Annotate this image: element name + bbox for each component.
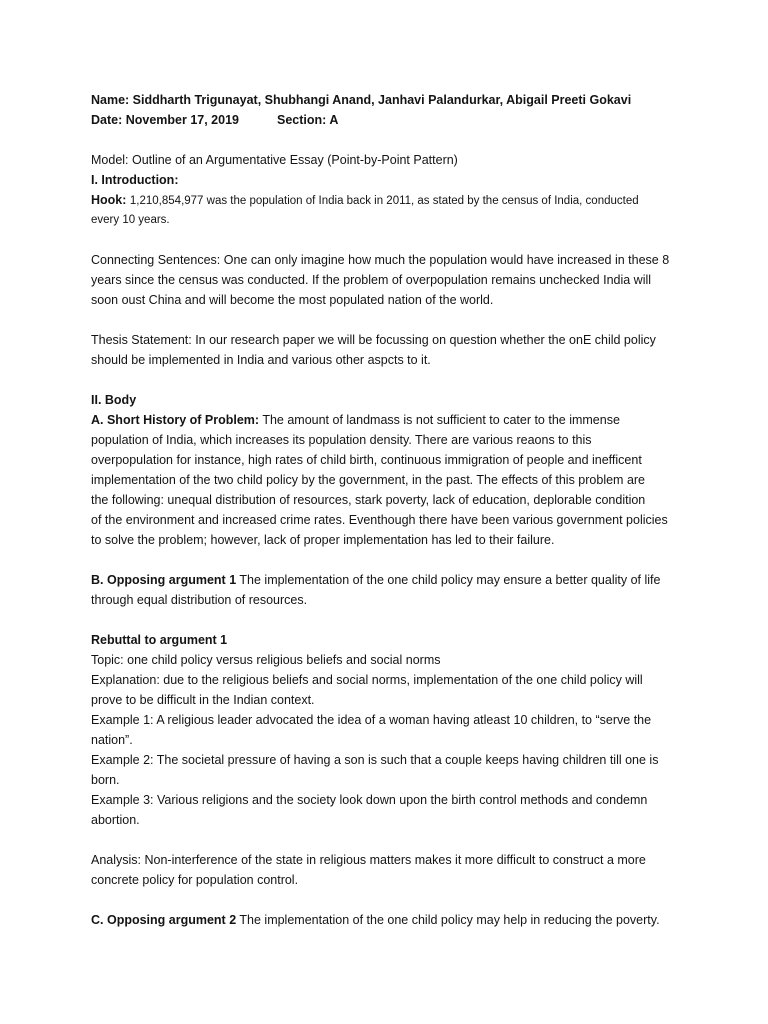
analysis-line-2: concrete policy for population control. [91,873,299,887]
essay-outline [91,90,691,930]
rebuttal-topic: Topic: one child policy versus religious beliefs and social norms [91,653,441,667]
history-label: A. Short History of Problem: [91,413,260,427]
history-line-5: the following: unequal distribution of resources, stark poverty, lack of education, deplorable condition [91,493,646,507]
hook-line-1 [91,190,691,210]
rebuttal-heading: Rebuttal to argument 1 [91,633,228,647]
history-line-6: of the environment and increased crime rates. Eventhough there have been various government policies [91,513,668,527]
date-text: Date: November 17, 2019 [91,113,239,127]
opposing-1-line-1 [91,570,691,590]
thesis-line-1: Thesis Statement: In our research paper we will be focussing on question whether the onE child policy [91,333,656,347]
hook-label: Hook: [91,193,127,207]
example-1-line-2: nation”. [91,733,133,747]
rebuttal-explanation-2: prove to be difficult in the Indian context. [91,693,315,707]
hook-text-2: every 10 years. [91,214,170,226]
example-3-line-2: abortion. [91,813,140,827]
model-line: Model: Outline of an Argumentative Essay (Point-by-Point Pattern) [91,153,458,167]
thesis-line-2: should be implemented in India and various other aspcts to it. [91,353,431,367]
rebuttal-explanation-1: Explanation: due to the religious beliefs and social norms, implementation of the one child policy will [91,673,643,687]
history-text-1: The amount of landmass is not sufficient to cater to the immense [259,413,620,427]
connecting-line-2: years since the census was conducted. If the problem of overpopulation remains unchecked India will [91,273,652,287]
history-line-7: to solve the problem; however, lack of proper implementation has led to their failure. [91,533,555,547]
opposing-1-line-2: through equal distribution of resources. [91,593,308,607]
body-heading: II. Body [91,393,137,407]
opposing-1-text: The implementation of the one child policy may ensure a better quality of life [236,573,661,587]
example-1-line-1: Example 1: A religious leader advocated the idea of a woman having atleast 10 children, to “serve the [91,713,652,727]
name-line: Name: Siddharth Trigunayat, Shubhangi Anand, Janhavi Palandurkar, Abigail Preeti Gokavi [91,93,632,107]
opposing-2-text: The implementation of the one child policy may help in reducing the poverty. [236,913,660,927]
example-2-line-2: born. [91,773,120,787]
analysis-line-1: Analysis: Non-interference of the state in religious matters makes it more difficult to construct a more [91,853,646,867]
hook-text-1: 1,210,854,977 was the population of India back in 2011, as stated by the census of India, conducted [129,195,639,207]
history-line-2: population of India, which increases its population density. There are various reaons to this [91,433,592,447]
connecting-line-1: Connecting Sentences: One can only imagine how much the population would have increased in these 8 [91,253,670,267]
history-line-1 [91,410,691,430]
section-text: Section: A [277,113,339,127]
introduction-heading: I. Introduction: [91,173,179,187]
connecting-line-3: soon oust China and will become the most populated nation of the world. [91,293,494,307]
history-line-4: implementation of the two child policy by the government, in the past. The effects of this problem are [91,473,646,487]
date-section-line [91,110,691,130]
example-3-line-1: Example 3: Various religions and the society look down upon the birth control methods and condemn [91,793,648,807]
opposing-2-line [91,910,691,930]
opposing-1-label: B. Opposing argument 1 [91,573,237,587]
example-2-line-1: Example 2: The societal pressure of having a son is such that a couple keeps having children till one is [91,753,659,767]
history-line-3: overpopulation for instance, high rates of child birth, continuous immigration of people and inefficent [91,453,642,467]
opposing-2-label: C. Opposing argument 2 [91,913,237,927]
